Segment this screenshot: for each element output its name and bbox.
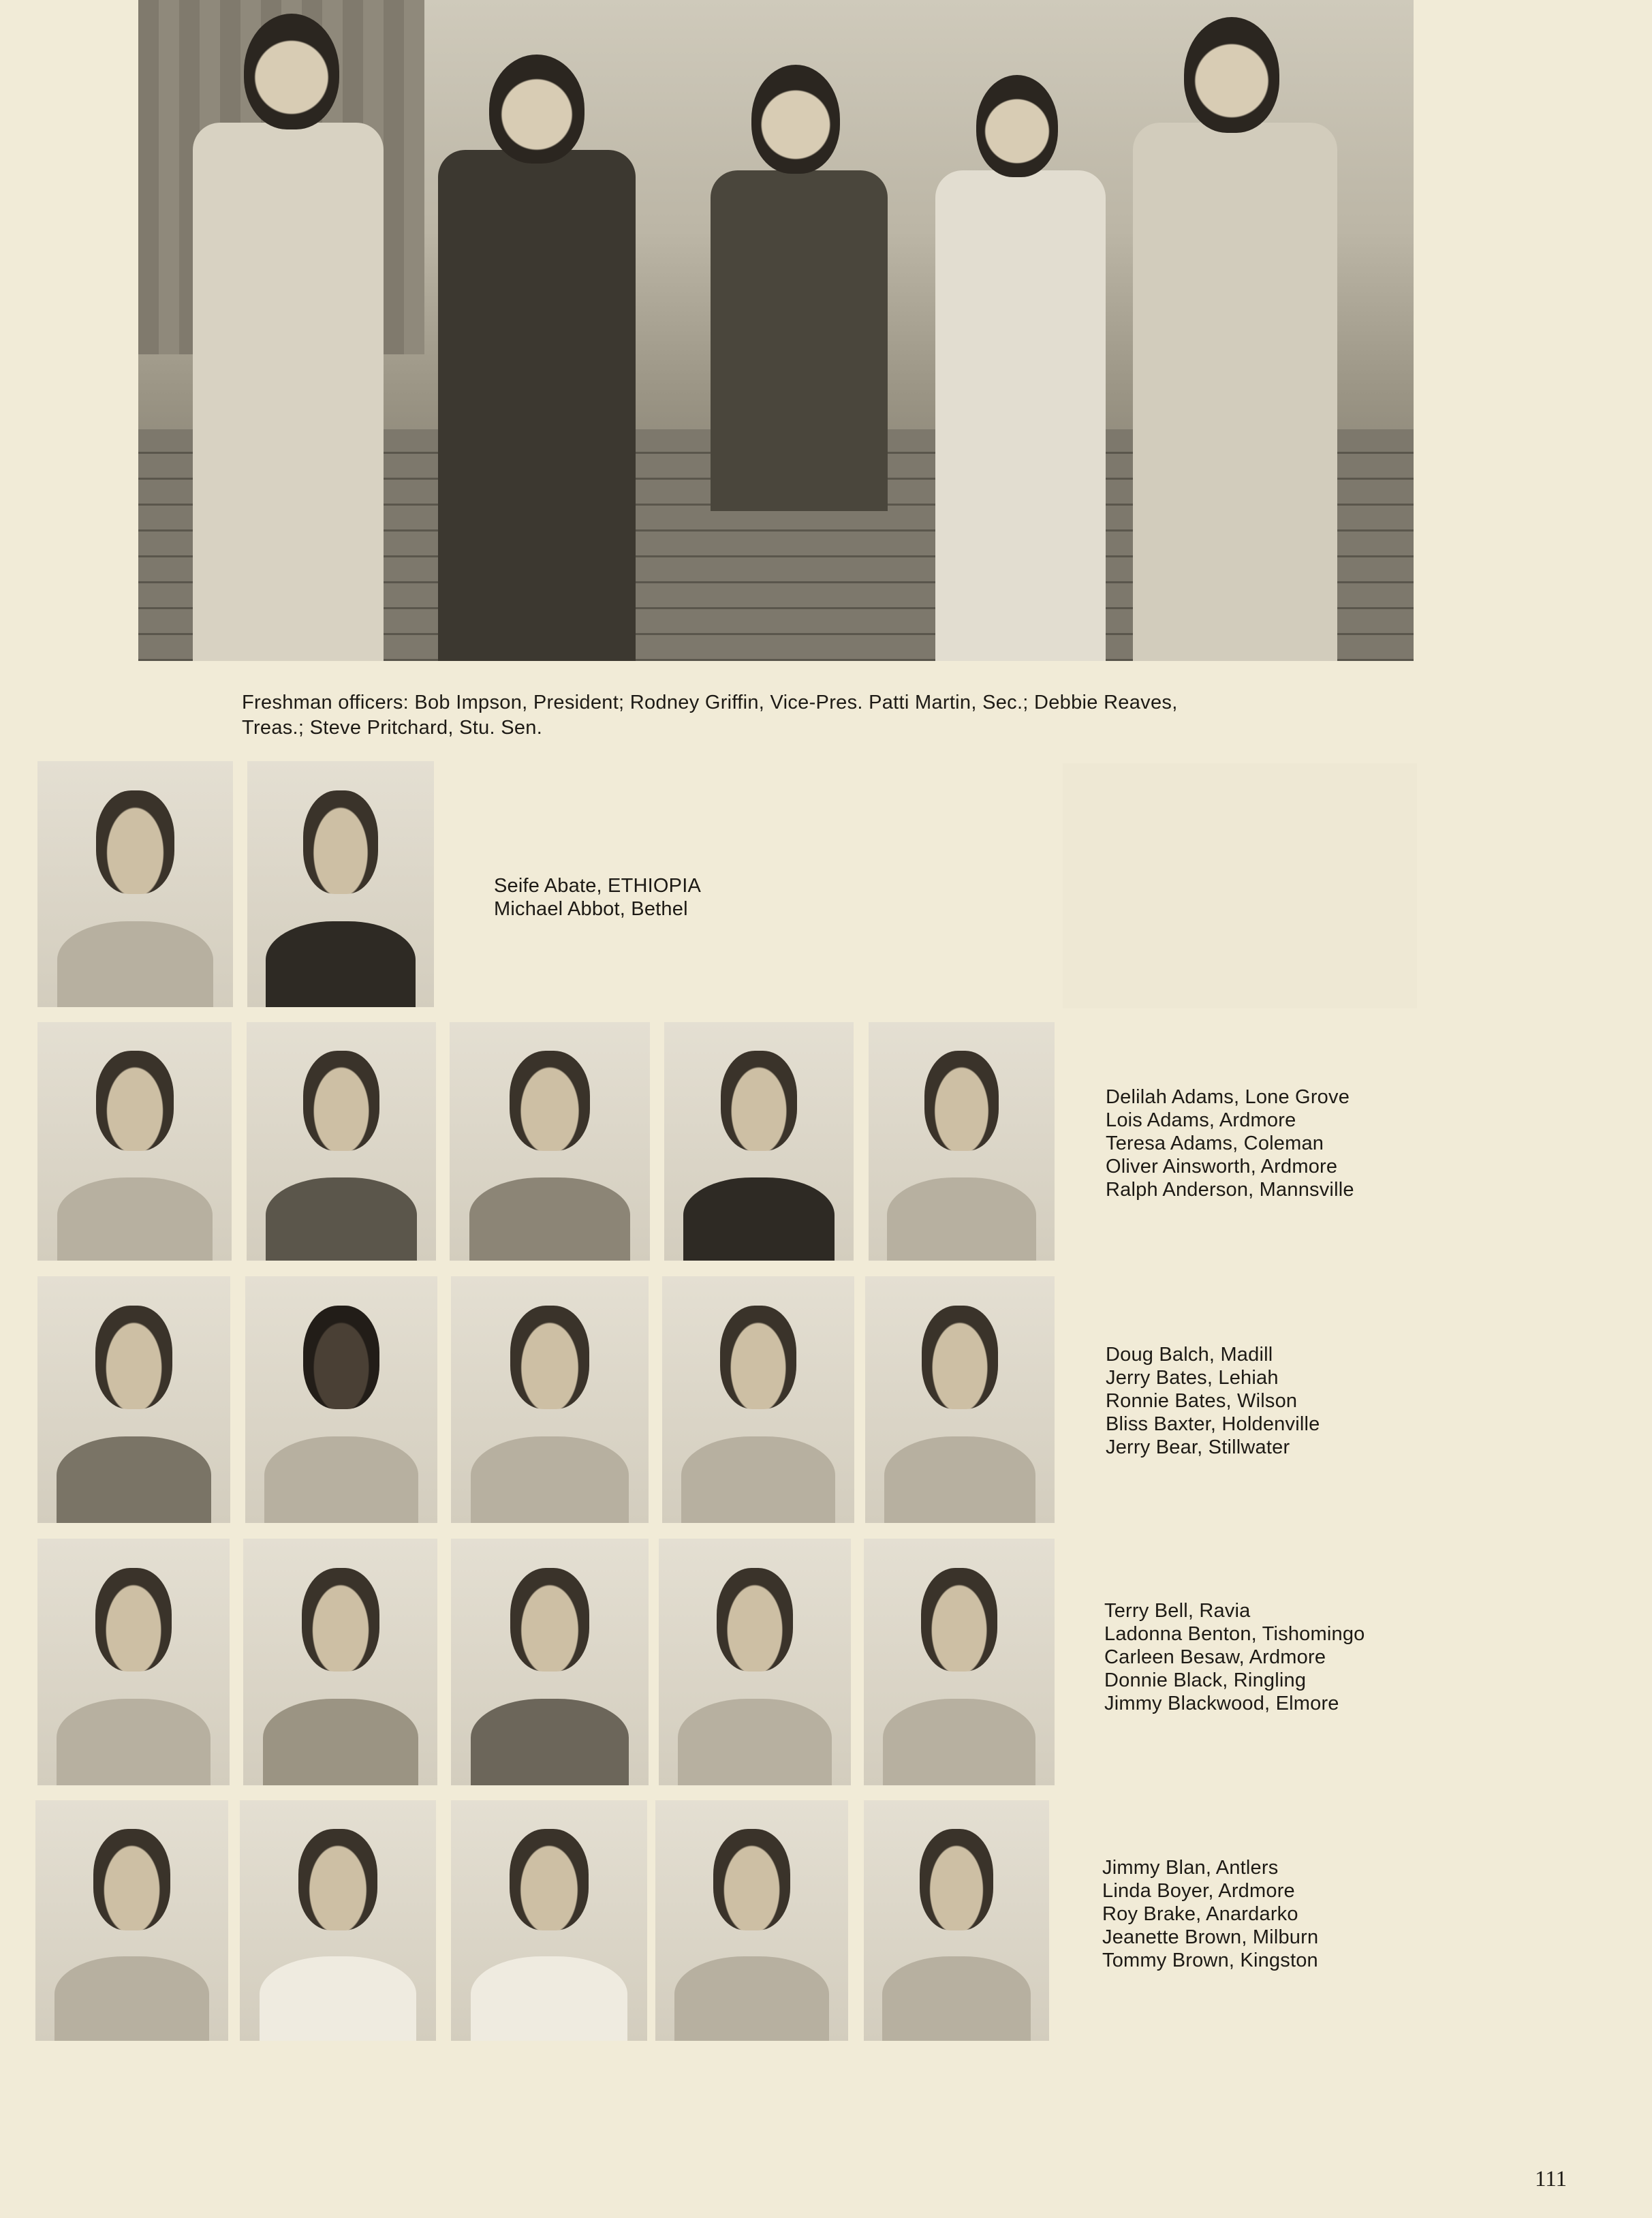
student-portrait <box>35 1800 228 2041</box>
student-name: Bliss Baxter, Holdenville <box>1106 1413 1320 1435</box>
person-figure <box>1112 7 1358 661</box>
person-figure <box>697 34 901 661</box>
person-figure <box>424 34 649 661</box>
student-name: Jerry Bates, Lehiah <box>1106 1367 1279 1389</box>
student-portrait <box>240 1800 436 2041</box>
name-list <box>1106 1085 1354 1201</box>
student-name: Roy Brake, Anardarko <box>1102 1903 1298 1925</box>
student-portrait <box>243 1539 437 1785</box>
student-name: Michael Abbot, Bethel <box>494 898 688 920</box>
student-portrait <box>37 1022 232 1261</box>
caption-line: Treas.; Steve Pritchard, Stu. Sen. <box>242 717 543 739</box>
student-portrait <box>864 1539 1055 1785</box>
student-name: Linda Boyer, Ardmore <box>1102 1880 1295 1902</box>
student-portrait <box>662 1276 854 1523</box>
page-number: 111 <box>1535 2167 1568 2191</box>
student-name: Teresa Adams, Coleman <box>1106 1133 1324 1154</box>
student-portrait <box>37 1539 230 1785</box>
student-name: Doug Balch, Madill <box>1106 1344 1273 1366</box>
student-name: Delilah Adams, Lone Grove <box>1106 1086 1350 1108</box>
student-name: Seife Abate, ETHIOPIA <box>494 875 702 897</box>
student-name: Oliver Ainsworth, Ardmore <box>1106 1156 1338 1177</box>
student-portrait <box>655 1800 848 2041</box>
student-name: Jimmy Blackwood, Elmore <box>1104 1693 1339 1714</box>
person-figure <box>908 34 1133 661</box>
student-name: Jeanette Brown, Milburn <box>1102 1926 1319 1948</box>
student-name: Jerry Bear, Stillwater <box>1106 1436 1290 1458</box>
student-portrait <box>37 1276 230 1523</box>
student-portrait <box>664 1022 854 1261</box>
person-figure <box>179 7 397 661</box>
freshman-officers-photo <box>138 0 1414 661</box>
student-name: Terry Bell, Ravia <box>1104 1600 1251 1622</box>
student-name: Lois Adams, Ardmore <box>1106 1109 1296 1131</box>
group-photo-caption <box>242 690 1366 741</box>
student-portrait <box>451 1539 649 1785</box>
name-list <box>1104 1599 1365 1715</box>
student-name: Carleen Besaw, Ardmore <box>1104 1646 1326 1668</box>
student-name: Ronnie Bates, Wilson <box>1106 1390 1298 1412</box>
student-portrait <box>37 761 233 1007</box>
student-portrait <box>247 1022 436 1261</box>
student-portrait <box>451 1276 649 1523</box>
caption-line: Freshman officers: Bob Impson, President; Rodney Griffin, Vice-Pres. Patti Martin, Sec.; Debbie Reaves, <box>242 692 1178 713</box>
student-name: Ralph Anderson, Mannsville <box>1106 1179 1354 1201</box>
student-portrait <box>869 1022 1055 1261</box>
student-portrait <box>864 1800 1049 2041</box>
student-name: Donnie Black, Ringling <box>1104 1669 1307 1691</box>
paper-texture <box>1063 763 1417 1008</box>
student-name: Jimmy Blan, Antlers <box>1102 1857 1279 1879</box>
name-list <box>494 874 701 921</box>
student-name: Ladonna Benton, Tishomingo <box>1104 1623 1365 1645</box>
student-portrait <box>865 1276 1055 1523</box>
name-list <box>1102 1856 1318 1972</box>
student-portrait <box>451 1800 647 2041</box>
student-portrait <box>659 1539 851 1785</box>
student-name: Tommy Brown, Kingston <box>1102 1950 1318 1971</box>
student-portrait <box>450 1022 650 1261</box>
name-list <box>1106 1343 1320 1459</box>
student-portrait <box>247 761 434 1007</box>
student-portrait <box>245 1276 437 1523</box>
